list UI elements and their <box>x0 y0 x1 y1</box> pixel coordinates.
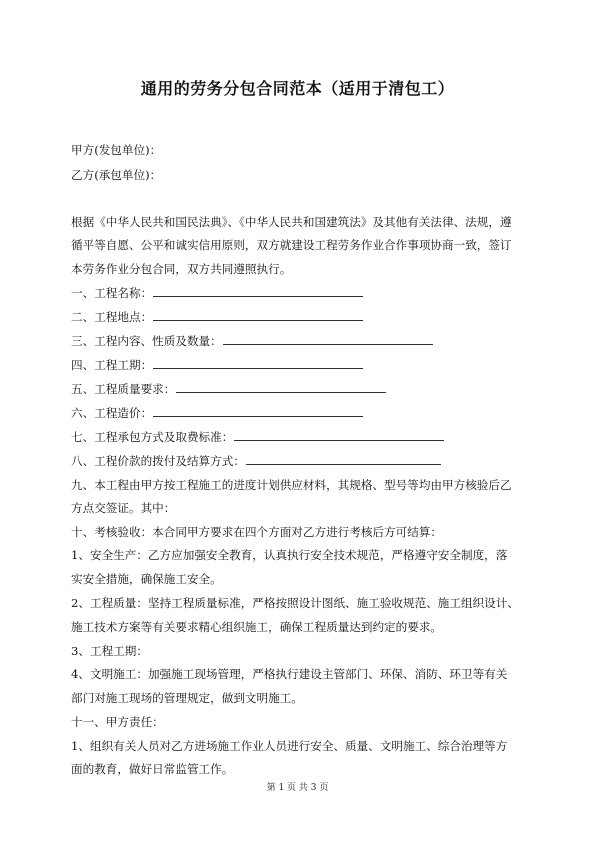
item-3: 3、工程工期： <box>71 644 148 658</box>
field-project-content <box>71 334 526 348</box>
clause-10: 十、考核验收：本合同甲方要求在四个方面对乙方进行考核后方可结算： <box>71 525 443 539</box>
fill-blank <box>246 454 441 465</box>
field-label: 七、工程承包方式及取费标准： <box>71 430 234 444</box>
party-b-label: 乙方(承包单位)： <box>71 168 162 182</box>
field-project-duration <box>71 358 526 372</box>
item-4-line-1: 4、文明施工：加强施工现场管理，严格执行建设主管部门、环保、消防、环卫等有关 <box>71 667 508 681</box>
field-quality-requirements <box>71 382 526 396</box>
item-11-1-line-1: 1、组织有关人员对乙方进场施工作业人员进行安全、质量、文明施工、综合治理等方 <box>71 739 508 753</box>
field-project-location <box>71 310 526 324</box>
item-11-1-line-2: 面的教育，做好日常监管工作。 <box>71 762 234 776</box>
fill-blank <box>153 310 363 321</box>
page-footer: 第 1 页 共 3 页 <box>266 783 329 793</box>
clause-11: 十一、甲方责任： <box>71 715 164 729</box>
field-label: 五、工程质量要求： <box>71 382 176 396</box>
field-label: 一、工程名称： <box>71 286 153 300</box>
intro-line-1: 根据《中华人民共和国民法典》、《中华人民共和国建筑法》及其他有关法律、法规，遵 <box>71 215 512 229</box>
fill-blank <box>176 382 386 393</box>
fill-blank <box>153 358 363 369</box>
field-payment-method <box>71 454 526 468</box>
field-contract-method <box>71 430 526 444</box>
item-1-line-2: 实安全措施，确保施工安全。 <box>71 572 222 586</box>
fill-blank <box>234 430 444 441</box>
item-1-line-1: 1、安全生产：乙方应加强安全教育，认真执行安全技术规范，严格遵守安全制度，落 <box>71 548 508 562</box>
fill-blank <box>153 286 363 297</box>
item-2-line-2: 施工技术方案等有关要求精心组织施工，确保工程质量达到约定的要求。 <box>71 620 443 634</box>
intro-line-2: 循平等自愿、公平和诚实信用原则，双方就建设工程劳务作业合作事项协商一致，签订 <box>71 238 512 252</box>
field-label: 四、工程工期： <box>71 358 153 372</box>
field-project-name <box>71 286 526 300</box>
fill-blank <box>223 334 433 345</box>
field-label: 八、工程价款的拨付及结算方式： <box>71 454 245 468</box>
fill-blank <box>153 406 363 417</box>
party-a-label: 甲方(发包单位)： <box>71 143 162 157</box>
clause-9-line-1: 九、本工程由甲方按工程施工的进度计划供应材料，其规格、型号等均由甲方核验后乙 <box>71 478 512 492</box>
intro-line-3: 本劳务作业分包合同，双方共同遵照执行。 <box>71 262 292 276</box>
field-label: 三、工程内容、性质及数量： <box>71 334 222 348</box>
field-label: 二、工程地点： <box>71 310 153 324</box>
field-project-cost <box>71 406 526 420</box>
item-2-line-1: 2、工程质量：坚持工程质量标准，严格按照设计图纸、施工验收规范、施工组织设计、 <box>71 596 519 610</box>
field-label: 六、工程造价： <box>71 406 153 420</box>
item-4-line-2: 部门对施工现场的管理规定，做到文明施工。 <box>71 691 303 705</box>
clause-9-line-2: 方点交签证。其中： <box>71 501 176 515</box>
document-title: 通用的劳务分包合同范本（适用于清包工） <box>140 79 455 98</box>
